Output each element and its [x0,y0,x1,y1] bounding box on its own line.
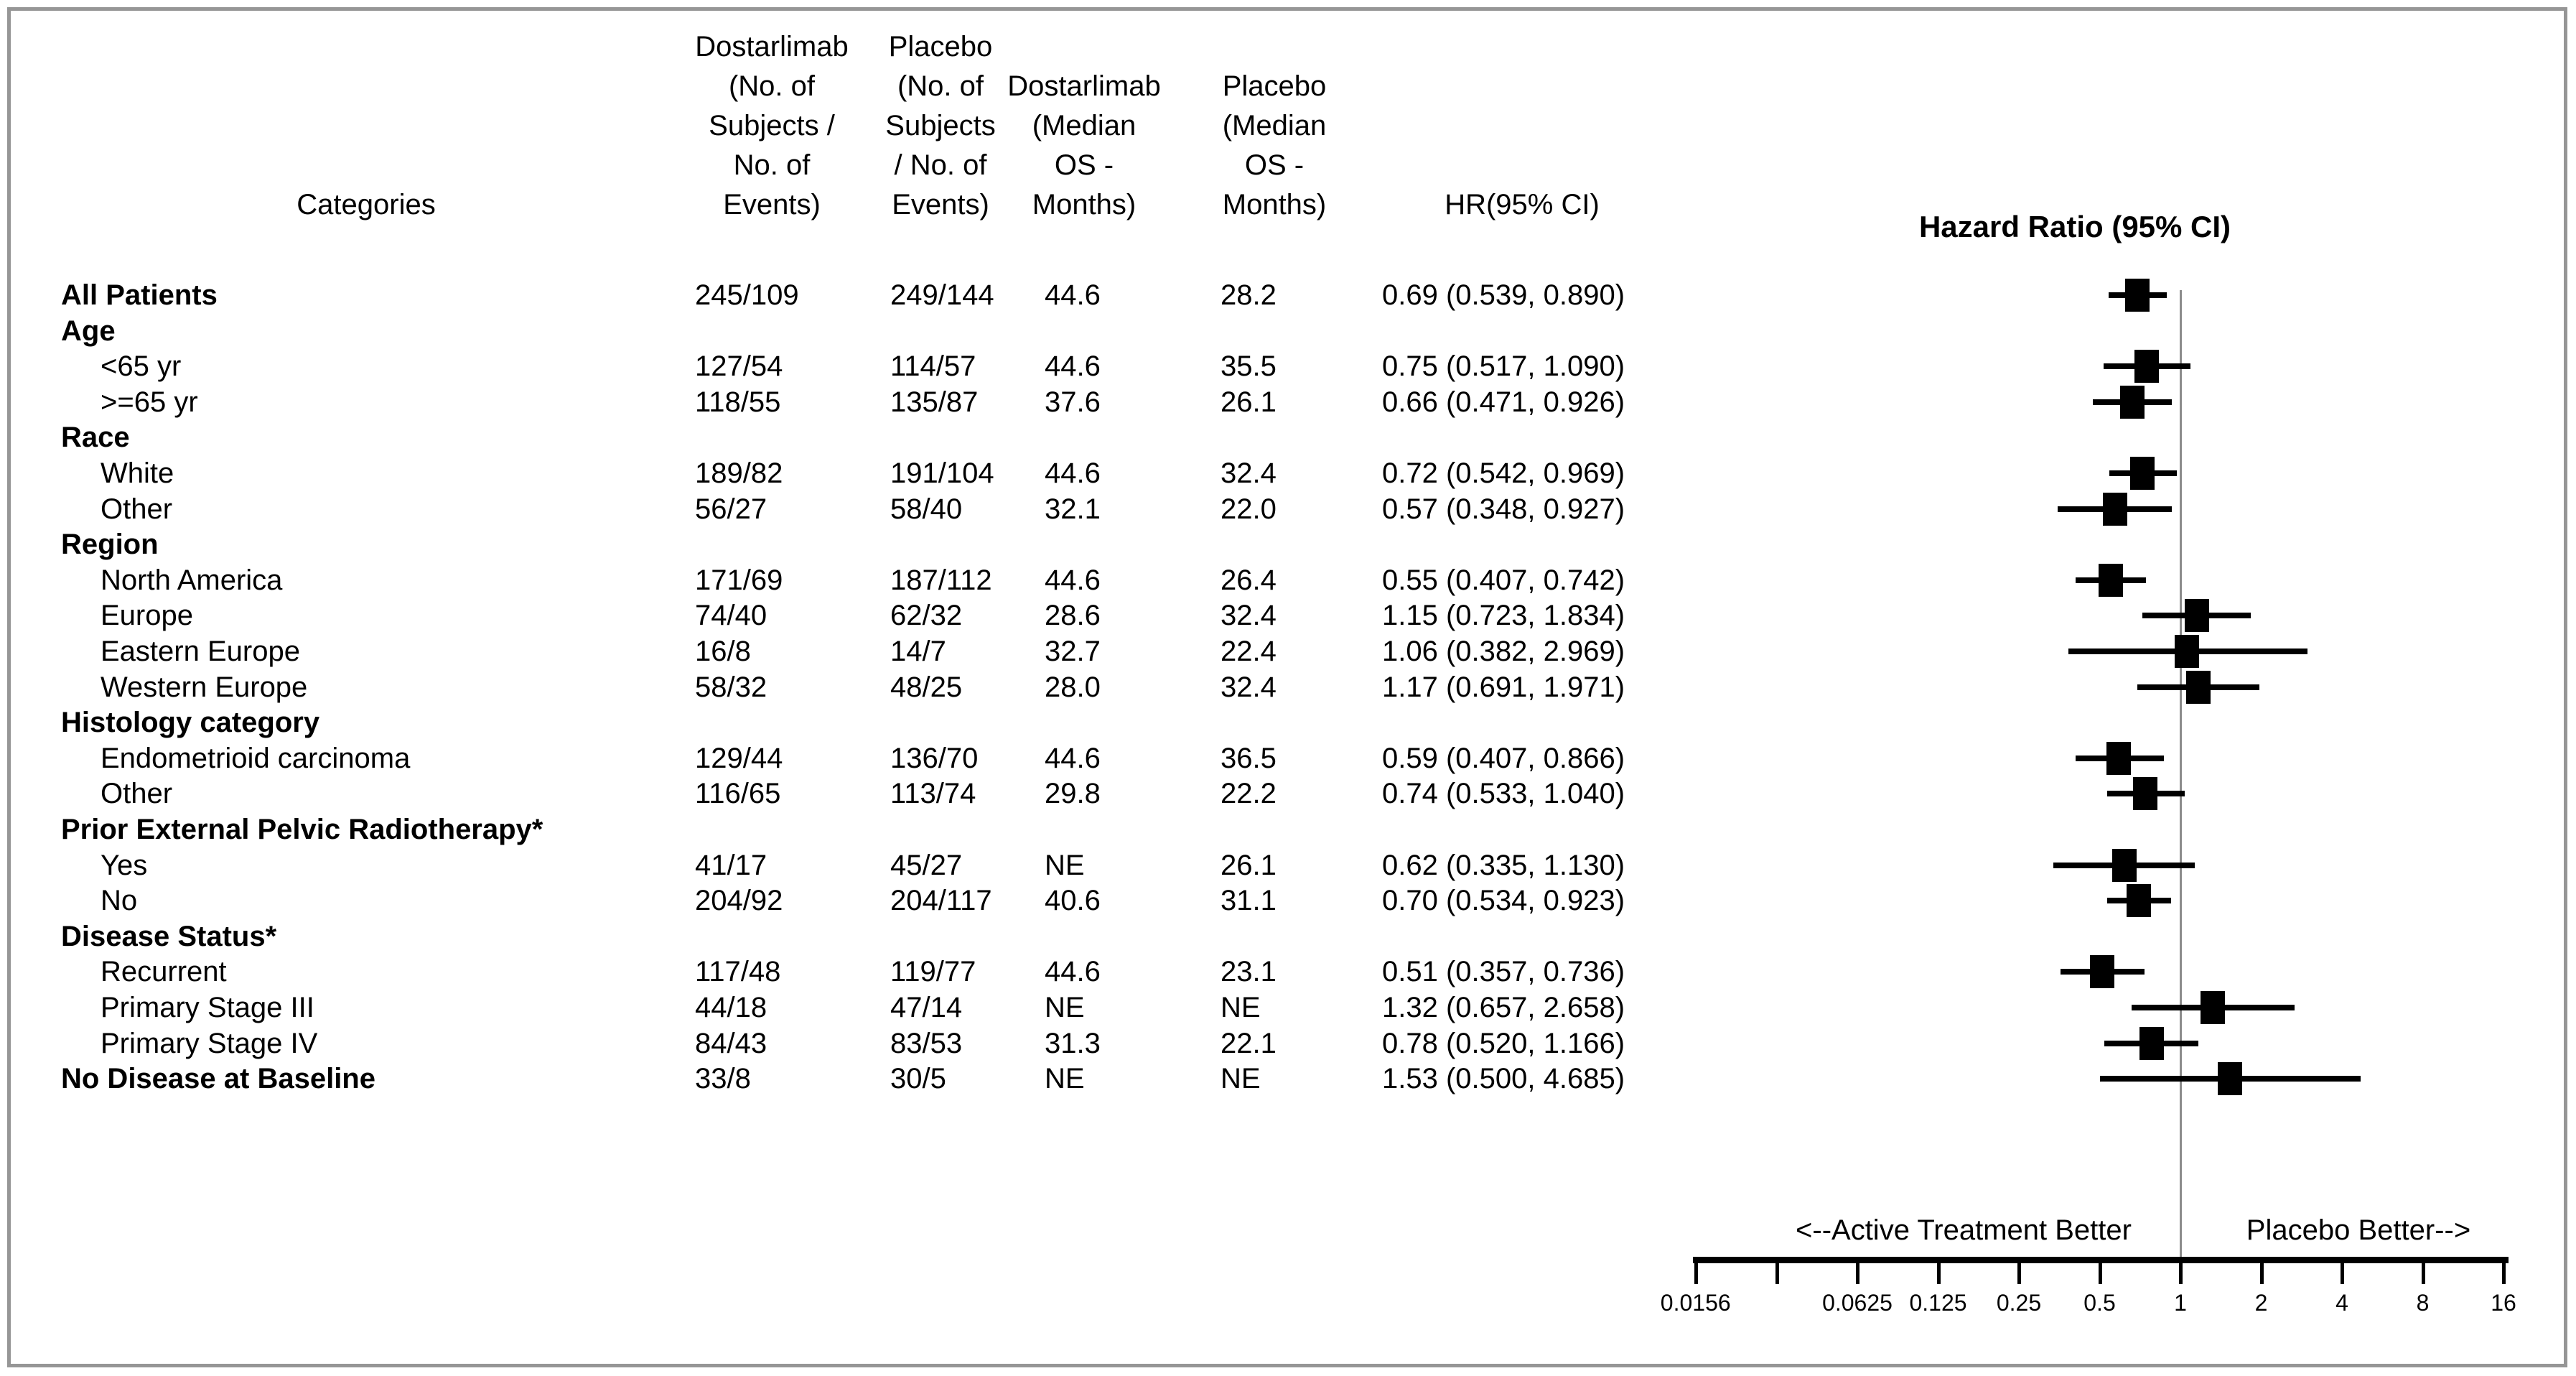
hr-point-marker [2218,1062,2242,1095]
table-row [0,526,2576,562]
axis-tick-label: 0.25 [1996,1290,2042,1316]
dostarlimab-median-os-cell: 44.6 [1045,350,1101,383]
placebo-subjects-events-cell: 48/25 [890,671,963,703]
header-line: Subjects / [709,110,835,141]
placebo-subjects-events-cell: 136/70 [890,742,979,774]
table-row [0,491,2576,527]
column-header-categories: Categories [297,189,436,220]
header-line: Events) [723,189,821,220]
header-line: Dostarlimab [695,31,849,62]
hr-point-marker [2130,457,2155,490]
table-row [0,919,2576,954]
placebo-subjects-events-cell: 135/87 [890,386,979,418]
hr-ci-cell: 0.66 (0.471, 0.926) [1382,386,1625,418]
category-cell: Primary Stage IV [101,1027,318,1059]
dostarlimab-median-os-cell: 32.7 [1045,636,1101,667]
hr-point-marker [2103,493,2127,526]
hr-ci-cell: 0.57 (0.348, 0.927) [1382,493,1625,525]
axis-tick-label: 2 [2254,1290,2268,1316]
dostarlimab-subjects-events-cell: 84/43 [695,1027,767,1059]
axis-tick [1937,1257,1941,1284]
dostarlimab-subjects-events-cell: 129/44 [695,742,783,774]
axis-tick-label: 1 [2174,1290,2187,1316]
table-row [0,740,2576,776]
hr-point-marker [2120,386,2145,419]
category-cell: <65 yr [101,350,182,383]
dostarlimab-median-os-cell: NE [1045,992,1085,1023]
hr-ci-cell: 0.70 (0.534, 0.923) [1382,885,1625,917]
dostarlimab-subjects-events-cell: 116/65 [695,778,781,810]
hr-ci-cell: 0.51 (0.357, 0.736) [1382,956,1625,988]
table-row [0,562,2576,598]
dostarlimab-median-os-cell: 40.6 [1045,885,1101,917]
hr-point-marker [2099,564,2123,597]
dostarlimab-subjects-events-cell: 16/8 [695,636,751,667]
category-cell: North America [101,564,283,596]
axis-tick [2260,1257,2264,1284]
category-cell: No [101,885,138,917]
header-line: OS - [1244,149,1305,181]
dostarlimab-subjects-events-cell: 58/32 [695,671,767,703]
placebo-subjects-events-cell: 114/57 [890,350,976,383]
header-line: (No. of [897,70,984,102]
header-line: Subjects [885,110,996,141]
hr-ci-cell: 0.75 (0.517, 1.090) [1382,350,1625,383]
axis-tick [2422,1257,2425,1284]
hr-point-marker [2127,884,2151,917]
dostarlimab-subjects-events-cell: 245/109 [695,279,799,311]
placebo-subjects-events-cell: 58/40 [890,493,963,525]
category-cell: Race [61,422,130,454]
dostarlimab-median-os-cell: 32.1 [1045,493,1101,525]
hr-point-marker [2175,635,2199,668]
axis-tick-label: 0.0156 [1660,1290,1731,1316]
dostarlimab-subjects-events-cell: 117/48 [695,956,781,988]
dostarlimab-subjects-events-cell: 171/69 [695,564,783,596]
hr-ci-cell: 0.59 (0.407, 0.866) [1382,742,1625,774]
hr-ci-cell: 1.53 (0.500, 4.685) [1382,1063,1625,1095]
axis-tick [2502,1257,2506,1284]
hr-point-marker [2125,279,2150,312]
axis-tick-label: 0.5 [2083,1290,2116,1316]
header-line: / No. of [894,149,987,181]
table-row [0,812,2576,847]
category-cell: >=65 yr [101,386,198,418]
hr-ci-cell: 1.06 (0.382, 2.969) [1382,636,1625,667]
placebo-median-os-cell: 32.4 [1221,457,1277,489]
hr-point-marker [2186,671,2211,704]
plot-title: Hazard Ratio (95% CI) [1918,210,2231,243]
axis-tick [1775,1257,1779,1284]
column-header-hr-ci: HR(95% CI) [1445,189,1600,220]
axis-tick-label: 0.125 [1909,1290,1967,1316]
placebo-median-os-cell: NE [1221,992,1261,1023]
placebo-median-os-cell: 22.1 [1221,1027,1277,1059]
category-cell: Yes [101,849,148,881]
reference-line-hr-1 [2180,290,2182,1263]
dostarlimab-subjects-events-cell: 44/18 [695,992,767,1023]
table-row [0,776,2576,812]
dostarlimab-median-os-cell: NE [1045,849,1085,881]
category-cell: No Disease at Baseline [61,1063,375,1095]
column-header-dostarlimab-subjects-events [678,27,865,225]
dostarlimab-median-os-cell: 31.3 [1045,1027,1101,1059]
axis-label-active-treatment-better: <--Active Treatment Better [1796,1214,2132,1246]
hr-point-marker [2106,742,2131,775]
placebo-median-os-cell: 26.1 [1221,386,1277,418]
hr-ci-cell: 1.17 (0.691, 1.971) [1382,671,1625,703]
category-cell: Recurrent [101,956,227,988]
header-line: Events) [892,189,989,220]
placebo-subjects-events-cell: 249/144 [890,279,994,311]
category-cell: White [101,457,174,489]
dostarlimab-subjects-events-cell: 204/92 [695,885,783,917]
hr-ci-cell: 0.72 (0.542, 0.969) [1382,457,1625,489]
axis-tick [2017,1257,2021,1284]
placebo-median-os-cell: 23.1 [1221,956,1277,988]
header-line: Placebo [888,31,993,62]
category-cell: Prior External Pelvic Radiotherapy* [61,814,543,845]
hr-point-marker [2139,1027,2164,1060]
dostarlimab-median-os-cell: 44.6 [1045,564,1101,596]
header-line: Months) [1222,189,1327,220]
dostarlimab-median-os-cell: 29.8 [1045,778,1101,810]
category-cell: Other [101,778,173,810]
hr-ci-cell: 1.15 (0.723, 1.834) [1382,600,1625,632]
hr-ci-cell: 0.55 (0.407, 0.742) [1382,564,1625,596]
hr-ci-cell: 1.32 (0.657, 2.658) [1382,992,1625,1023]
column-header-placebo-median-os [1188,67,1361,225]
category-cell: Histology category [61,707,320,739]
placebo-subjects-events-cell: 14/7 [890,636,946,667]
axis-tick [2341,1257,2344,1284]
hr-point-marker [2185,599,2209,632]
header-line: OS - [1054,149,1114,181]
placebo-subjects-events-cell: 191/104 [890,457,994,489]
table-row [0,419,2576,455]
hr-ci-cell: 0.69 (0.539, 0.890) [1382,279,1625,311]
placebo-median-os-cell: 32.4 [1221,600,1277,632]
header-line: (Median [1222,110,1327,141]
header-line: No. of [733,149,811,181]
hr-ci-cell: 0.74 (0.533, 1.040) [1382,778,1625,810]
category-cell: Disease Status* [61,920,277,952]
category-cell: Europe [101,600,193,632]
dostarlimab-subjects-events-cell: 33/8 [695,1063,751,1095]
placebo-subjects-events-cell: 45/27 [890,849,963,881]
category-cell: All Patients [61,279,218,311]
placebo-median-os-cell: 22.0 [1221,493,1277,525]
placebo-subjects-events-cell: 83/53 [890,1027,963,1059]
dostarlimab-median-os-cell: 37.6 [1045,386,1101,418]
hr-point-marker [2134,350,2159,383]
dostarlimab-median-os-cell: 44.6 [1045,457,1101,489]
placebo-median-os-cell: 22.4 [1221,636,1277,667]
table-row [0,883,2576,919]
column-header-dostarlimab-median-os [998,67,1170,225]
category-cell: Age [61,315,116,347]
header-line: (Median [1032,110,1137,141]
hr-point-marker [2201,991,2225,1024]
category-cell: Western Europe [101,671,308,703]
placebo-median-os-cell: 32.4 [1221,671,1277,703]
placebo-median-os-cell: 31.1 [1221,885,1277,917]
category-cell: Other [101,493,173,525]
hr-ci-cell: 0.78 (0.520, 1.166) [1382,1027,1625,1059]
table-row [0,384,2576,420]
header-line: (No. of [728,70,816,102]
dostarlimab-subjects-events-cell: 189/82 [695,457,783,489]
dostarlimab-median-os-cell: 44.6 [1045,279,1101,311]
placebo-subjects-events-cell: 62/32 [890,600,963,632]
hr-point-marker [2090,955,2114,988]
dostarlimab-subjects-events-cell: 118/55 [695,386,781,418]
hr-ci-cell: 0.62 (0.335, 1.130) [1382,849,1625,881]
axis-tick [1694,1257,1698,1284]
placebo-subjects-events-cell: 113/74 [890,778,976,810]
placebo-median-os-cell: 22.2 [1221,778,1277,810]
hr-point-marker [2133,777,2157,810]
placebo-median-os-cell: 36.5 [1221,742,1277,774]
placebo-median-os-cell: NE [1221,1063,1261,1095]
placebo-subjects-events-cell: 187/112 [890,564,992,596]
category-cell: Eastern Europe [101,636,300,667]
placebo-median-os-cell: 28.2 [1221,279,1277,311]
axis-tick [2099,1257,2102,1284]
category-cell: Region [61,529,159,561]
axis-tick-label: 0.0625 [1822,1290,1893,1316]
dostarlimab-median-os-cell: 44.6 [1045,742,1101,774]
dostarlimab-median-os-cell: 28.6 [1045,600,1101,632]
axis-tick-label: 4 [2335,1290,2348,1316]
dostarlimab-median-os-cell: 44.6 [1045,956,1101,988]
placebo-median-os-cell: 26.1 [1221,849,1277,881]
dostarlimab-median-os-cell: 28.0 [1045,671,1101,703]
placebo-subjects-events-cell: 119/77 [890,956,976,988]
category-cell: Primary Stage III [101,992,314,1023]
category-cell: Endometrioid carcinoma [101,742,411,774]
dostarlimab-subjects-events-cell: 56/27 [695,493,767,525]
placebo-subjects-events-cell: 204/117 [890,885,992,917]
placebo-subjects-events-cell: 47/14 [890,992,963,1023]
axis-tick [1856,1257,1859,1284]
table-row [0,954,2576,990]
dostarlimab-subjects-events-cell: 74/40 [695,600,767,632]
header-line: Placebo [1222,70,1327,102]
axis-tick-label: 8 [2416,1290,2430,1316]
hr-point-marker [2112,849,2137,882]
header-line: Dostarlimab [1007,70,1161,102]
dostarlimab-median-os-cell: NE [1045,1063,1085,1095]
table-row [0,705,2576,740]
axis-label-placebo-better: Placebo Better--> [2246,1214,2471,1246]
dostarlimab-subjects-events-cell: 41/17 [695,849,767,881]
table-row [0,313,2576,349]
placebo-median-os-cell: 26.4 [1221,564,1277,596]
axis-tick-label: 16 [2491,1290,2516,1316]
placebo-median-os-cell: 35.5 [1221,350,1277,383]
placebo-subjects-events-cell: 30/5 [890,1063,946,1095]
axis-tick [2179,1257,2183,1284]
table-row [0,455,2576,491]
header-line: Months) [1032,189,1137,220]
dostarlimab-subjects-events-cell: 127/54 [695,350,783,383]
table-row [0,277,2576,313]
